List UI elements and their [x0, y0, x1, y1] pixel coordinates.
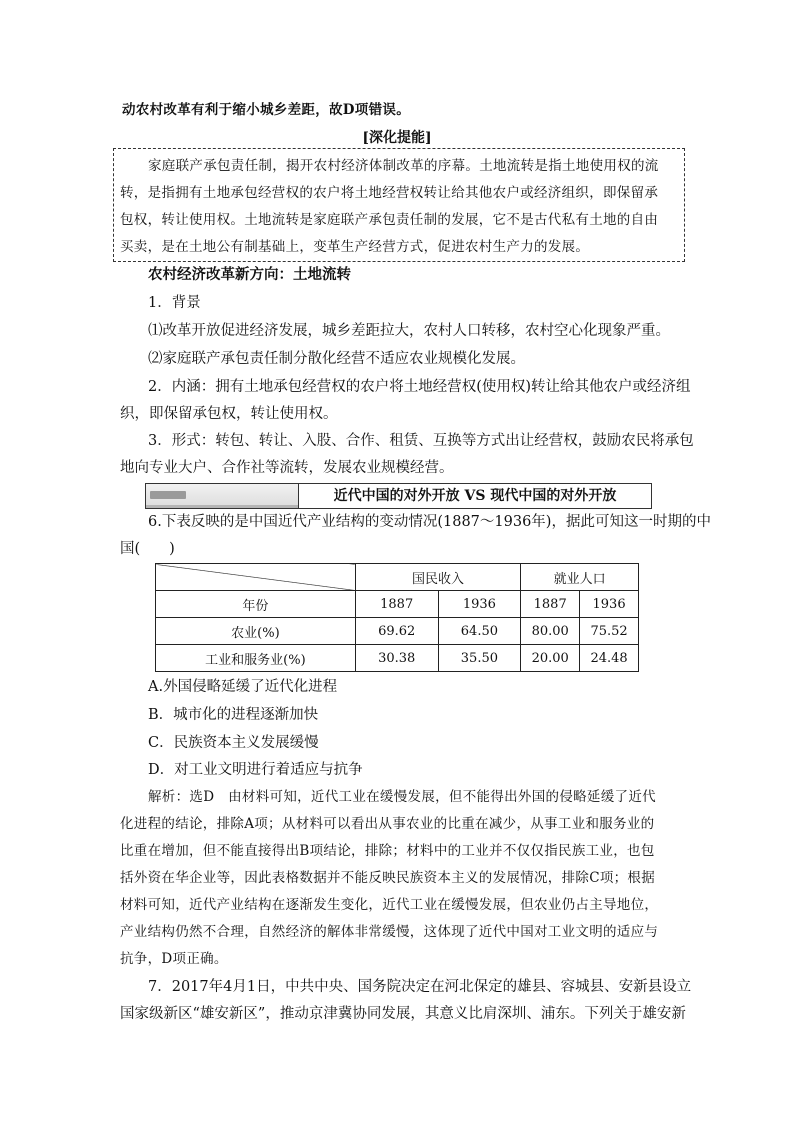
table-cell: 64.50: [438, 618, 521, 645]
deepen-box-line: 买卖，是在土地公有制基础上，变革生产经营方式，促进农村生产力的发展。: [120, 239, 590, 255]
q6-analysis-line: 产业结构仍然不合理，自然经济的解体非常缓慢，这体现了近代中国对工业文明的适应与: [120, 924, 659, 940]
intro-line: 动农村改革有利于缩小城乡差距，故D项错误。: [122, 102, 411, 118]
q6-analysis-line: 化进程的结论，排除A项；从材料可以看出从事农业的比重在减少，从事工业和服务业的: [120, 816, 655, 832]
table-row: [156, 591, 639, 618]
q6-analysis-line: 括外资在华企业等，因此表格数据并不能反映民族资本主义的发展情况，排除C项；根据: [120, 870, 656, 886]
connotation-line: 2．内涵：拥有土地承包经营权的农户将土地经营权(使用权)转让给其他农户或经济组: [148, 379, 691, 395]
table-cell: 1887: [521, 591, 580, 618]
table-row: [156, 645, 639, 672]
table-cell: 75.52: [580, 618, 639, 645]
table-cell: 69.62: [355, 618, 438, 645]
q6-option-c: C．民族资本主义发展缓慢: [148, 735, 319, 751]
table-corner-cell: [156, 564, 356, 591]
q7-stem-line: 国家级新区“雄安新区”，推动京津冀协同发展，其意义比肩深圳、浦东。下列关于雄安新: [120, 1006, 686, 1022]
table-cell: 1936: [580, 591, 639, 618]
industry-table: [155, 563, 639, 672]
deepen-box-line: 家庭联产承包责任制，揭开农村经济体制改革的序幕。土地流转是指土地使用权的流: [148, 158, 659, 174]
q7-stem-line: 7．2017年4月1日，中共中央、国务院决定在河北保定的雄县、容城县、安新县设立: [148, 979, 692, 995]
table-cell: 80.00: [521, 618, 580, 645]
q6-stem-line: 6.下表反映的是中国近代产业结构的变动情况(1887～1936年)，据此可知这一时期的中: [148, 514, 711, 530]
connotation-line: 织，即保留承包权，转让使用权。: [120, 406, 338, 422]
table-cell: 1936: [438, 591, 521, 618]
table-row-label: 年份: [156, 591, 356, 618]
table-row-label: 农业(%): [156, 618, 356, 645]
background-item: ⑵家庭联产承包责任制分散化经营不适应农业规模化发展。: [148, 351, 525, 367]
table-cell: 35.50: [438, 645, 521, 672]
topic-banner: [145, 483, 652, 509]
table-row: [156, 618, 639, 645]
q6-option-a: A.外国侵略延缓了近代化进程: [148, 679, 338, 695]
table-row: [156, 564, 639, 591]
deepen-box-line: 包权，转让使用权。土地流转是家庭联产承包责任制的发展，它不是古代私有土地的自由: [120, 212, 659, 228]
form-line: 地向专业大户、合作社等流转，发展农业规模经营。: [120, 460, 454, 476]
banner-tag: [146, 484, 299, 508]
q6-analysis-line: 比重在增加，但不能直接得出B项结论，排除；材料中的工业并不仅仅指民族工业，也包: [120, 843, 655, 859]
q6-analysis-line: 抗争，D项正确。: [120, 951, 228, 967]
section-title: 农村经济改革新方向：土地流转: [148, 266, 351, 283]
banner-tag-stripe: [146, 505, 298, 508]
q6-option-d: D．对工业文明进行着适应与抗争: [148, 762, 363, 778]
table-cell: 20.00: [521, 645, 580, 672]
background-item: ⑴改革开放促进经济发展，城乡差距拉大，农村人口转移，农村空心化现象严重。: [148, 323, 670, 339]
table-cell: 24.48: [580, 645, 639, 672]
deepen-title: [深化提能]: [362, 130, 432, 146]
q6-analysis-line: 材料可知，近代产业结构在逐渐发生变化，近代工业在缓慢发展，但农业仍占主导地位，: [120, 897, 659, 913]
table-cell: 30.38: [355, 645, 438, 672]
banner-tag-chip: [150, 491, 186, 499]
background-heading: 1．背景: [148, 295, 201, 311]
table-group-header: 国民收入: [355, 564, 520, 591]
q6-option-b: B．城市化的进程逐渐加快: [148, 707, 319, 723]
banner-title: 近代中国的对外开放 VS 现代中国的对外开放: [333, 488, 617, 504]
table-row-label: 工业和服务业(%): [156, 645, 356, 672]
table-group-header: 就业人口: [521, 564, 639, 591]
deepen-box-line: 转，是指拥有土地承包经营权的农户将土地经营权转让给其他农户或经济组织，即保留承: [120, 185, 659, 201]
q6-analysis-line: 解析：选D 由材料可知，近代工业在缓慢发展，但不能得出外国的侵略延缓了近代: [148, 789, 656, 805]
q6-stem-line: 国( ): [120, 541, 175, 557]
table-cell: 1887: [355, 591, 438, 618]
form-line: 3．形式：转包、转让、入股、合作、租赁、互换等方式出让经营权，鼓励农民将承包: [148, 433, 694, 449]
